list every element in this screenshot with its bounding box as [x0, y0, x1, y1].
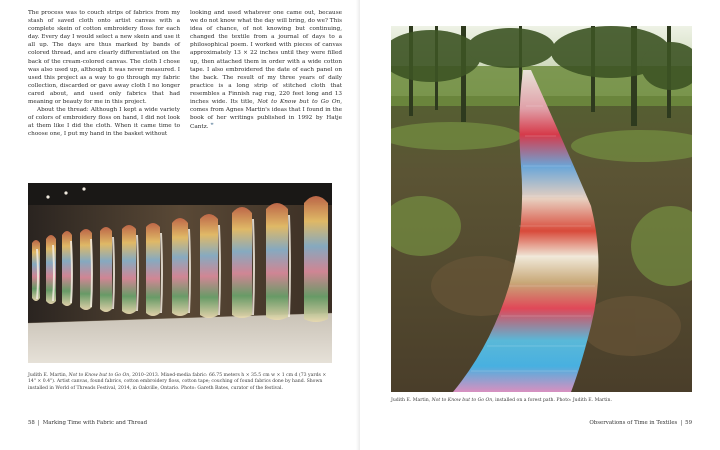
installation-photo — [28, 183, 332, 363]
footer-separator: | — [37, 420, 40, 426]
continuation-text-end: , comes from Agnes Martin's ideas that I found in the book of her writings published in 1992 by Hatje Cantz. — [190, 99, 342, 131]
page-number-left: 58 — [28, 420, 35, 426]
right-page — [360, 0, 720, 450]
paragraph-continuation — [190, 9, 342, 131]
caption-text: , 2010–2013. Mixed-media fabric: 66.75 meters h × 35.5 cm w × 1 cm d (73 yards × 14" × 0.4"). Artist canvas, found fabrics, cotton embroidery floss, cotton tape; couching of found fabrics done by hand. Shown installed in World of Threads Festival, 2014, in Oakville, Ontario. Photo: Gareth Bates, curator of the festival. — [28, 373, 327, 391]
footer-separator-right: | — [680, 420, 683, 426]
artwork-title: Not to Know but to Go On — [257, 99, 341, 106]
running-head-right: Observations of Time in Textiles — [589, 420, 678, 426]
caption-title: Not to Know but to Go On — [68, 373, 130, 378]
text-column-a — [28, 9, 180, 139]
end-quote-icon: ❜❜ — [210, 122, 213, 131]
right-footer — [589, 420, 692, 426]
caption-prefix-right: Judith E. Martin, — [391, 398, 432, 403]
forest-path-photo — [391, 26, 692, 392]
left-footer — [28, 420, 147, 426]
continuation-text: looking and used whatever one came out, because we do not know what the day will bring, do we? This idea of chance, of not knowing but continuing, changed the textile from a journal of days to a philosophical poem. I worked with pieces of canvas approximately 13 × 22 inches until they were filled up, then attached them in order with a wide cotton tape. I also embroidered the date of each panel on the back. The result of my three years of daily practice is a long strip of stitched cloth that resembles a Finnish rag rug, 220 feet long and 13 inches wide. Its title, — [190, 10, 342, 106]
forest-path-photo-image — [391, 26, 692, 392]
text-column-b — [190, 9, 342, 131]
page-number-right: 59 — [685, 420, 692, 426]
forest-path-photo-caption — [391, 398, 692, 404]
caption-title-right: Not to Know but to Go On — [431, 398, 493, 403]
paragraph-process: The process was to couch strips of fabrics from my stash of saved cloth onto artist canvas with a complete skein of cotton embroidery floss for each day. Every day I would select a new skein and use it all up. The days are thus marked by bands of colored thread, and are clearly differentiated on the back of the cream-colored canvas. The cloth I chose was also used up, although it was never measured. I used this project as a way to go through my fabric collection, discarded or gave away cloth I no longer cared about, and used only fabrics that had meaning or beauty for me in this project. — [28, 10, 180, 106]
running-head-left: Marking Time with Fabric and Thread — [42, 420, 148, 426]
paragraph-thread: About the thread: Although I kept a wide variety of colors of embroidery floss on hand, I did not look at them like I did the cloth. When it came time to choose one, I put my hand in the basket without — [28, 107, 180, 138]
installation-photo-caption — [28, 373, 332, 392]
installation-photo-image — [28, 183, 332, 363]
caption-prefix: Judith E. Martin, — [28, 373, 69, 378]
caption-text-right: , installed on a forest path. Photo: Judith E. Martin. — [492, 398, 612, 403]
